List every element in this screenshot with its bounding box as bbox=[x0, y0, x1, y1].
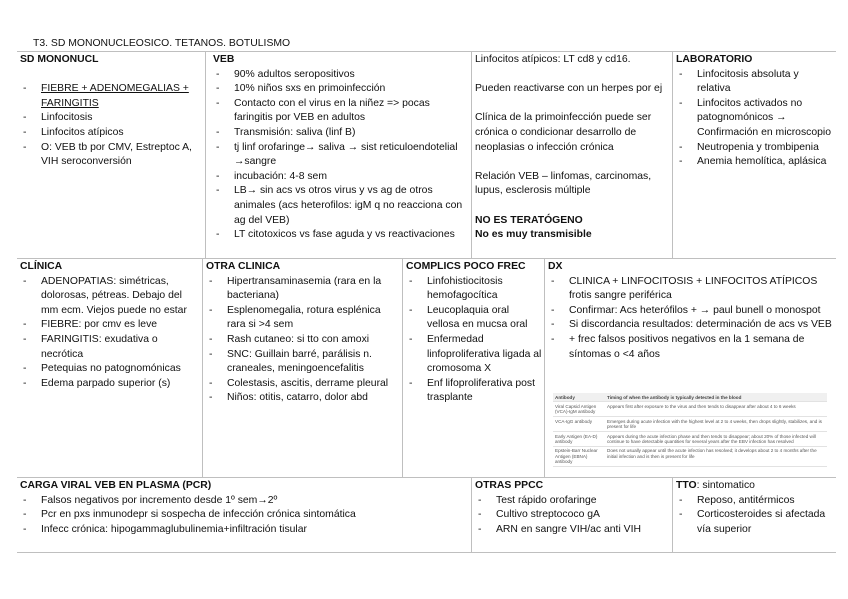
complics-list bbox=[406, 275, 542, 406]
table-border-bottom bbox=[17, 552, 836, 553]
list-item: - Rash cutaneo: si tto con amoxi bbox=[206, 333, 400, 348]
clinica-cell bbox=[17, 259, 203, 391]
antibody-timing-table bbox=[553, 393, 827, 467]
list-item: - Enfermedad linfoproliferativa ligada al cromosoma X bbox=[406, 333, 542, 377]
relacion-veb-text: Relación VEB – linfomas, carcinomas, lupus, esclerosis múltiple bbox=[475, 170, 652, 197]
clinica-list bbox=[20, 275, 200, 392]
list-item: - Linfocitos atípicos bbox=[20, 126, 202, 141]
list-item: - 10% niños sxs en primoinfección bbox=[213, 82, 469, 97]
carga-viral-heading: CARGA VIRAL VEB EN PLASMA (PCR) bbox=[20, 480, 212, 491]
list-item: - tj linf orofaringe→ saliva → sist reticuloendotelial →sangre bbox=[213, 141, 469, 170]
laboratorio-heading: LABORATORIO bbox=[676, 54, 753, 65]
column-header: Antibody bbox=[553, 393, 605, 402]
list-item: - Hipertransaminasemia (rara en la bacteriana) bbox=[206, 275, 400, 304]
list-item: - LT citotoxicos vs fase aguda y vs reactivaciones bbox=[213, 228, 469, 243]
otras-ppcc-cell bbox=[472, 478, 672, 537]
list-item: - Falsos negativos por incremento desde 1º sem→2º bbox=[20, 494, 468, 509]
clinica-heading: CLÍNICA bbox=[20, 261, 63, 272]
veb-cell bbox=[210, 52, 472, 243]
list-item: - Leucoplaquia oral vellosa en mucsa oral bbox=[406, 304, 542, 333]
list-item: - Corticosteroides si afectada vía superior bbox=[676, 508, 833, 537]
complics-heading: COMPLICS POCO FREC bbox=[406, 261, 526, 272]
table-cell: Appears first after exposure to the virus and then tends to disappear after about 4 to 6 weeks bbox=[605, 402, 827, 417]
list-item: - ARN en sangre VIH/ac anti VIH bbox=[475, 523, 669, 538]
list-item: - Petequias no patognomónicas bbox=[20, 362, 200, 377]
list-item: - SNC: Guillain barré, parálisis n. craneales, meningoencefalitis bbox=[206, 348, 400, 377]
linfocitos-text: Linfocitos atípicos: LT cd8 y cd16. bbox=[475, 54, 631, 65]
list-item: - Edema parpado superior (s) bbox=[20, 377, 200, 392]
table-cell: Viral Capsid Antigen (VCA)-IgM antibody bbox=[553, 402, 605, 417]
list-item: - Linfocitosis absoluta y relativa bbox=[676, 68, 833, 97]
list-item: - Linfocitosis bbox=[20, 111, 202, 126]
table-cell: Epstein-Barr Nuclear Antigen (EBNA) antibody bbox=[553, 446, 605, 466]
list-item: - Colestasis, ascitis, derrame pleural bbox=[206, 377, 400, 392]
carga-viral-list bbox=[20, 494, 468, 538]
sd-mononucl-heading: SD MONONUCL bbox=[20, 54, 99, 65]
table-header-row bbox=[553, 393, 827, 402]
tto-list bbox=[676, 494, 833, 538]
list-item: - Cultivo streptococo gA bbox=[475, 508, 669, 523]
sd-mononucl-cell bbox=[17, 52, 205, 170]
teratogeno-text: NO ES TERATÓGENO bbox=[475, 214, 583, 226]
reactivation-text: Pueden reactivarse con un herpes por ej bbox=[475, 83, 663, 95]
list-item: - Transmisión: saliva (linf B) bbox=[213, 126, 469, 141]
list-item: - Esplenomegalia, rotura esplénica rara si >4 sem bbox=[206, 304, 400, 333]
list-item: - Reposo, antitérmicos bbox=[676, 494, 833, 509]
list-item: - FIEBRE + ADENOMEGALIAS + FARINGITIS bbox=[20, 82, 202, 111]
dx-list bbox=[548, 275, 833, 363]
document-title: T3. SD MONONUCLEOSICO. TETANOS. BOTULISMO bbox=[33, 38, 291, 49]
list-item: - Contacto con el virus en la niñez => pocas faringitis por VEB en adultos bbox=[213, 97, 469, 126]
list-item: - LB→ sin acs vs otros virus y vs ag de otros animales (acs heterofilos: igM q no reacciona con ag del VEB) bbox=[213, 184, 469, 228]
sd-mononucl-list bbox=[20, 82, 202, 170]
complics-cell bbox=[403, 259, 545, 406]
list-item: - Test rápido orofaringe bbox=[475, 494, 669, 509]
list-item: - Si discordancia resultados: determinación de acs vs VEB bbox=[548, 318, 833, 333]
list-item: - + frec falsos positivos negativos en la 1 semana de síntomas o <4 años bbox=[548, 333, 833, 362]
otra-clinica-list bbox=[206, 275, 400, 406]
tto-heading-rest: : sintomatico bbox=[696, 480, 755, 491]
table-row bbox=[553, 446, 827, 466]
list-item: - Infecc crónica: hipogammaglubulinemia+infiltración tisular bbox=[20, 523, 468, 538]
list-item: - Pcr en pxs inmunodepr si sospecha de infección crónica sintomática bbox=[20, 508, 468, 523]
otra-clinica-heading: OTRA CLINICA bbox=[206, 261, 281, 272]
otras-ppcc-list bbox=[475, 494, 669, 538]
list-item: - Linfohistiocitosis hemofagocítica bbox=[406, 275, 542, 304]
list-item: - 90% adultos seropositivos bbox=[213, 68, 469, 83]
veb-heading: VEB bbox=[213, 54, 235, 65]
table-cell: Appears during the acute infection phase and then tends to disappear; about 20% of those infected will continue to have detectable quantities for several years after the EBV infection has resolved bbox=[605, 432, 827, 447]
table-cell: Does not usually appear until the acute infection has resolved; it develops about 2 to 4 months after the initial infection and is then is present for life bbox=[605, 446, 827, 466]
clinica-primoinfeccion-text: Clínica de la primoinfección puede ser crónica o condicionar desarrollo de neoplasias o infección crónica bbox=[475, 112, 652, 153]
list-item: - O: VEB tb por CMV, Estreptoc A, VIH seroconversión bbox=[20, 141, 202, 170]
carga-viral-cell bbox=[17, 478, 471, 537]
linfocitos-cell bbox=[472, 52, 672, 243]
tto-heading-line bbox=[676, 479, 833, 494]
table-row bbox=[553, 402, 827, 417]
list-item: - Neutropenia y trombipenia bbox=[676, 141, 833, 156]
list-item: - Anemia hemolítica, aplásica bbox=[676, 155, 833, 170]
column-header: Timing of when the antibody is typically detected in the blood bbox=[605, 393, 827, 402]
list-item: - Niños: otitis, catarro, dolor abd bbox=[206, 391, 400, 406]
list-item: - FARINGITIS: exudativa o necrótica bbox=[20, 333, 200, 362]
laboratorio-cell bbox=[673, 52, 836, 170]
list-item: - CLINICA + LINFOCITOSIS + LINFOCITOS ATÍPICOS frotis sangre periférica bbox=[548, 275, 833, 304]
table-cell: Emerges during acute infection with the highest level at 2 to 4 weeks, then drops slightly, stabilizes, and is present for life bbox=[605, 417, 827, 432]
tto-cell bbox=[673, 478, 836, 537]
list-item: - Linfocitos activados no patognomónicos → Confirmación en microscopio bbox=[676, 97, 833, 141]
list-item: - ADENOPATIAS: simétricas, dolorosas, pétreas. Debajo del mm ecm. Viejos puede no estar bbox=[20, 275, 200, 319]
otra-clinica-cell bbox=[203, 259, 403, 406]
transmisible-text: No es muy transmisible bbox=[475, 229, 592, 241]
dx-heading: DX bbox=[548, 261, 563, 272]
list-item: - Enf lifoproliferativa post trasplante bbox=[406, 377, 542, 406]
table-row bbox=[553, 417, 827, 432]
tto-heading: TTO bbox=[676, 480, 697, 491]
veb-list bbox=[213, 68, 469, 243]
laboratorio-list bbox=[676, 68, 833, 170]
list-item: - Confirmar: Acs heterófilos + → paul bunell o monospot bbox=[548, 304, 833, 319]
col-divider bbox=[205, 51, 206, 258]
table-row bbox=[553, 432, 827, 447]
table-cell: Early Antigen (EA-D) antibody bbox=[553, 432, 605, 447]
table-cell: VCA-IgG antibody bbox=[553, 417, 605, 432]
otras-ppcc-heading: OTRAS PPCC bbox=[475, 480, 544, 491]
list-item: - incubación: 4-8 sem bbox=[213, 170, 469, 185]
list-item: - FIEBRE: por cmv es leve bbox=[20, 318, 200, 333]
